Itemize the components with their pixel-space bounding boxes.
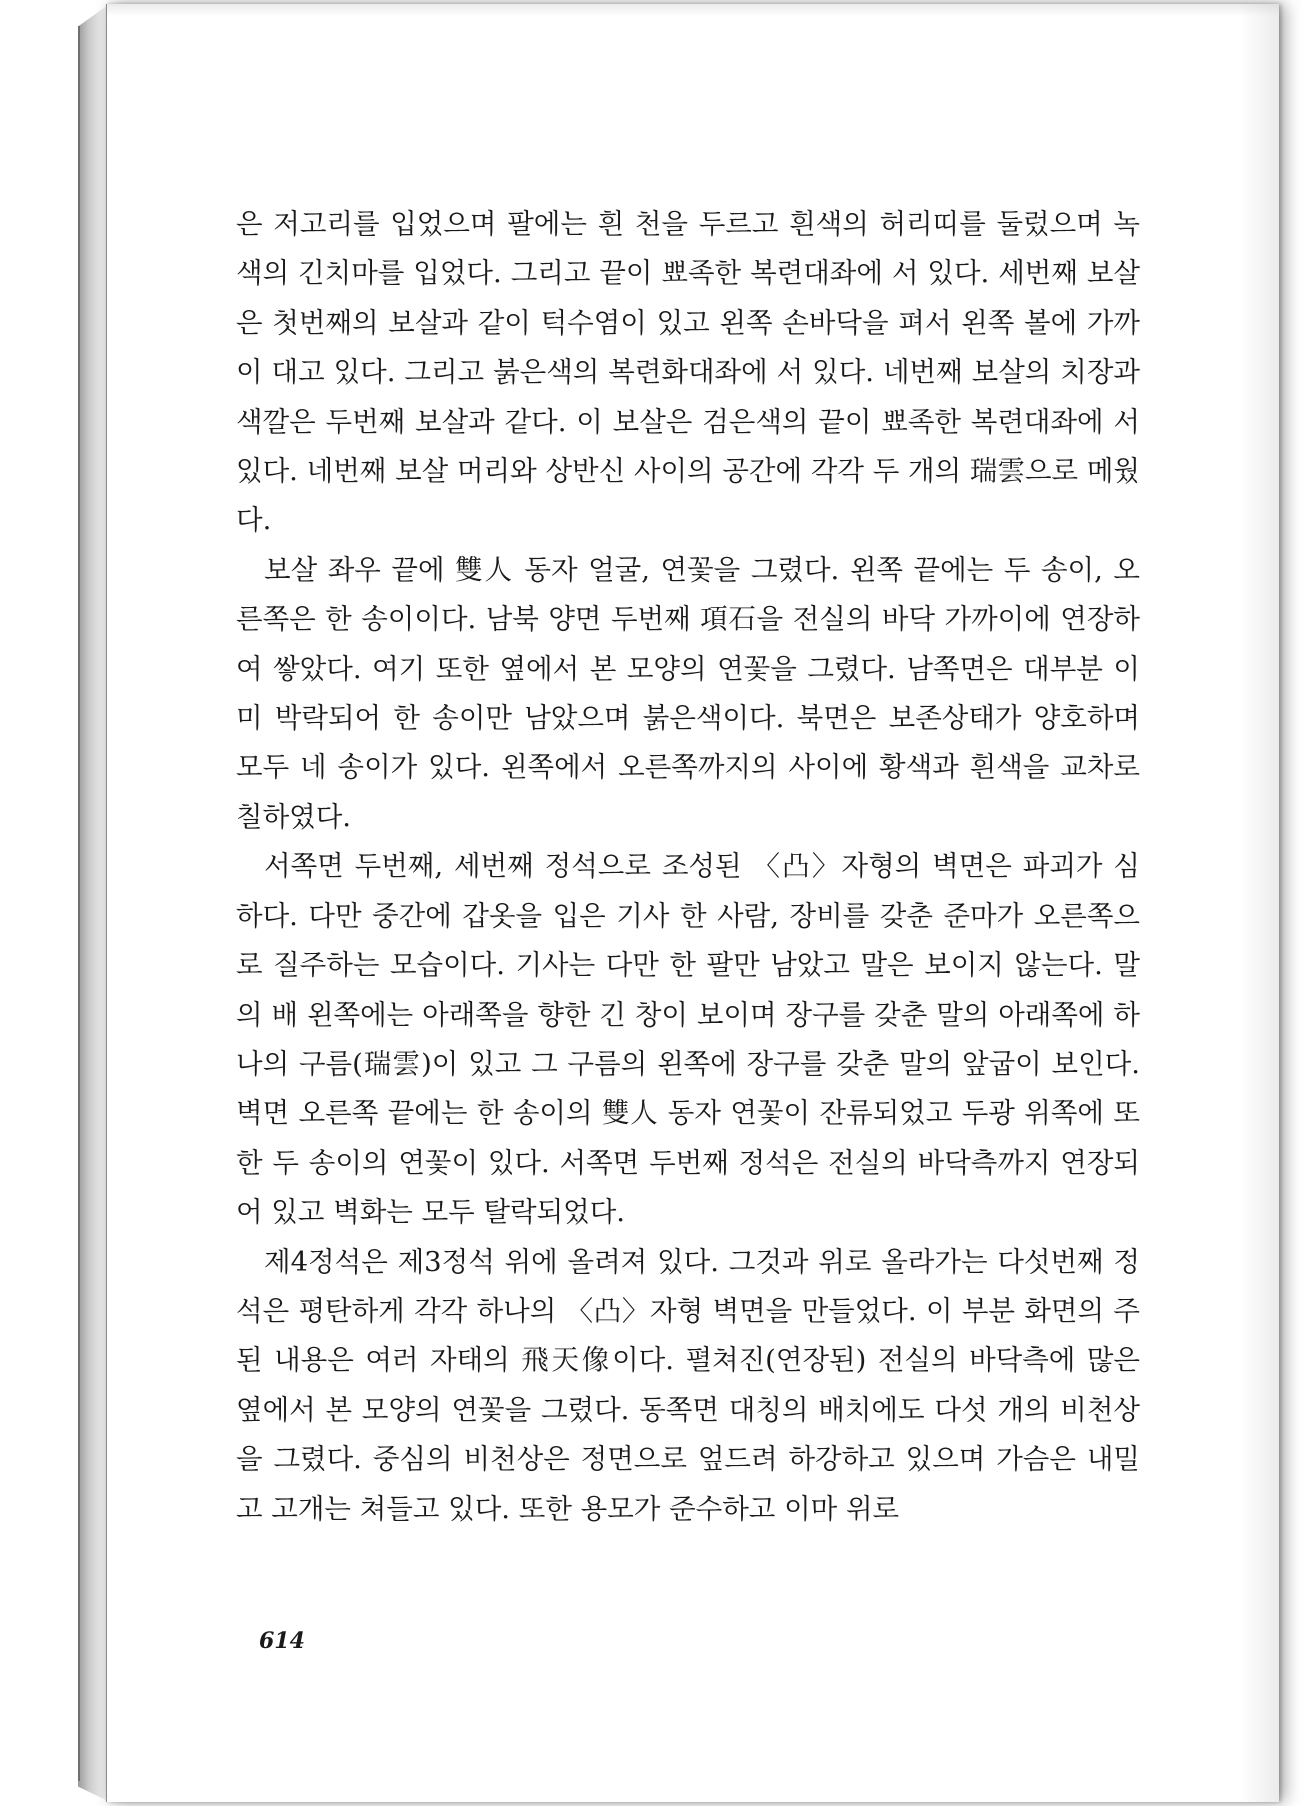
book-page (106, 4, 1279, 1802)
page-number: 614 (259, 1628, 305, 1654)
book-edge-line (78, 26, 80, 1781)
paragraph-4: 제4정석은 제3정석 위에 올려져 있다. 그것과 위로 올라가는 다섯번째 정석은 평탄하게 각각 하나의 〈凸〉자형 벽면을 만들었다. 이 부분 화면의 주된 내용은 여러 자태의 飛天像이다. 펼쳐진(연장된) 전실의 바닥측에 많은 옆에서 본 모양의 연꽃을 그렸다. 동쪽면 대칭의 배치에도 다섯 개의 비천상을 그렸다. 중심의 비천상은 정면으로 엎드려 하강하고 있으며 가슴은 내밀고 고개는 쳐들고 있다. 또한 용모가 준수하고 이마 위로 (236, 1245, 1140, 1525)
book-spine-edge (78, 5, 108, 1801)
paragraph-3: 서쪽면 두번째, 세번째 정석으로 조성된 〈凸〉자형의 벽면은 파괴가 심하다. 다만 중간에 갑옷을 입은 기사 한 사람, 장비를 갖춘 준마가 오른쪽으로 질주하는 모습이다. 기사는 다만 한 팔만 남았고 말은 보이지 않는다. 말의 배 왼쪽에는 아래쪽을 향한 긴 창이 보이며 장구를 갖춘 말의 아래쪽에 하나의 구름(瑞雲)이 있고 그 구름의 왼쪽에 장구를 갖춘 말의 앞굽이 보인다. 벽면 오른쪽 끝에는 한 송이의 雙人 동자 연꽃이 잔류되었고 두광 위쪽에 또한 두 송이의 연꽃이 있다. 서쪽면 두번째 정석은 전실의 바닥측까지 연장되어 있고 벽화는 모두 탈락되었다. (236, 850, 1140, 1229)
body-text (236, 200, 1140, 1534)
page-top-shade (107, 4, 1279, 16)
paragraph-1: 은 저고리를 입었으며 팔에는 흰 천을 두르고 흰색의 허리띠를 둘렀으며 녹색의 긴치마를 입었다. 그리고 끝이 뾰족한 복련대좌에 서 있다. 세번째 보살은 첫번째의 보살과 같이 턱수염이 있고 왼쪽 손바닥을 펴서 왼쪽 볼에 가까이 대고 있다. 그리고 붉은색의 복련화대좌에 서 있다. 네번째 보살의 치장과 색깔은 두번째 보살과 같다. 이 보살은 검은색의 끝이 뾰족한 복련대좌에 서 있다. 네번째 보살 머리와 상반신 사이의 공간에 각각 두 개의 瑞雲으로 메웠다. (236, 208, 1140, 537)
paragraph-2: 보살 좌우 끝에 雙人 동자 얼굴, 연꽃을 그렸다. 왼쪽 끝에는 두 송이, 오른쪽은 한 송이이다. 남북 양면 두번째 項石을 전실의 바닥 가까이에 연장하여 쌓았다. 여기 또한 옆에서 본 모양의 연꽃을 그렸다. 남쪽면은 대부분 이미 박락되어 한 송이만 남았으며 붉은색이다. 북면은 보존상태가 양호하며 모두 네 송이가 있다. 왼쪽에서 오른쪽까지의 사이에 황색과 흰색을 교차로 칠하였다. (236, 553, 1140, 833)
page-right-shade (1239, 4, 1279, 1802)
